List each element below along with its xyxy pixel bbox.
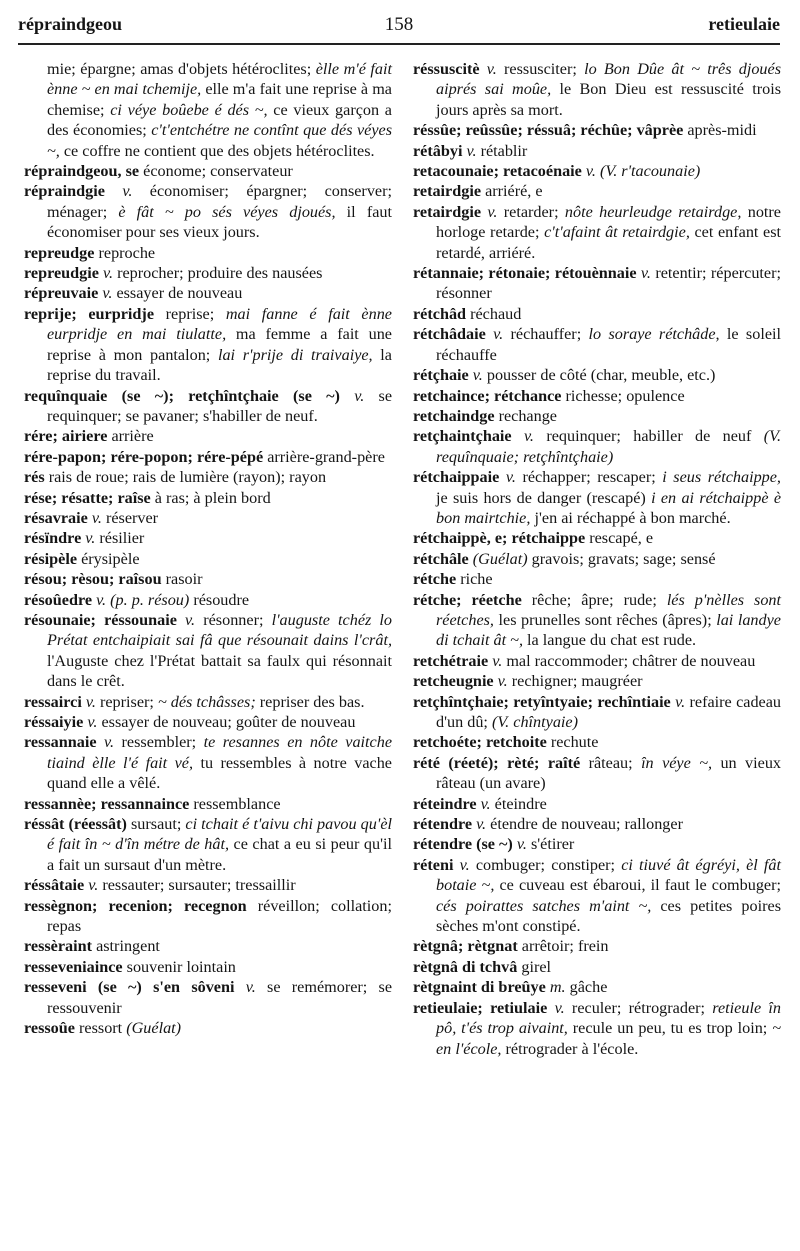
headword: rétannaie; rétonaie; rétouènnaie <box>413 264 637 283</box>
definition-text: arriéré, e <box>481 182 543 201</box>
dictionary-entry <box>413 528 781 548</box>
headword: résipèle <box>24 549 78 568</box>
dictionary-entry-continuation <box>24 59 392 161</box>
dictionary-entry <box>24 181 392 242</box>
headword: rétche; réetche <box>413 590 522 609</box>
headword: rére; airiere <box>24 427 108 446</box>
grammar-label: v. <box>636 264 651 283</box>
definition-text: rais de roue; rais de lumière (rayon); rayon <box>44 468 327 487</box>
dictionary-entry <box>413 794 781 814</box>
definition-text: résonner; <box>195 610 272 629</box>
dictionary-entry <box>413 855 781 937</box>
definition-text: reproche <box>94 243 156 262</box>
headword: ressannèe; ressannaince <box>24 794 190 813</box>
definition-text: ce cuveau est ébaroui, il faut le combuger; <box>494 876 782 895</box>
grammar-label: v. <box>81 692 96 711</box>
page-header <box>18 14 780 44</box>
definition-text: ce vieux garçon a des économies; <box>47 100 392 140</box>
definition-text: la langue du chat est rude. <box>523 631 697 650</box>
headword: retçhîntçhaie; retyîntyaie; rechîntiaie <box>413 692 671 711</box>
headword: rètgnaint di breûye <box>413 978 546 997</box>
dictionary-entry <box>413 692 781 733</box>
definition-text: elle m'a fait une reprise à ma chemise; <box>47 80 392 119</box>
headword: rétendre <box>413 815 473 834</box>
definition-text: rechange <box>494 406 557 425</box>
dictionary-entry <box>413 549 781 569</box>
definition-text: à ras; à plein bord <box>150 488 271 507</box>
dictionary-entry <box>24 488 392 508</box>
dictionary-entry <box>413 651 781 671</box>
definition-text: ressusciter; <box>496 60 585 78</box>
dictionary-entry <box>24 263 392 283</box>
definition-text: ce coffre ne contient que des objets hétéroclites. <box>59 141 375 160</box>
dictionary-entry <box>413 263 781 304</box>
definition-text: économe; conservateur <box>139 162 293 181</box>
grammar-label: v. <box>511 427 534 446</box>
headword: résïndre <box>24 529 82 548</box>
dictionary-entry <box>24 528 392 548</box>
definition-text: après-midi <box>683 121 757 140</box>
grammar-label: v. <box>485 325 504 344</box>
definition-text: réchapper; rescaper; <box>515 468 663 487</box>
dictionary-entry <box>413 406 781 426</box>
headword: réteni <box>413 855 454 874</box>
definition-text: le Bon Dieu est ressuscité trois jours après sa mort. <box>436 80 782 119</box>
definition-text: repriser des bas. <box>255 692 365 711</box>
example-text: (V. requînquaie; retçhîntçhaie) <box>436 427 781 466</box>
headword: ressoûe <box>24 1019 75 1038</box>
page-number: 158 <box>384 14 414 35</box>
grammar-label: v. <box>234 978 256 997</box>
example-text: è fât ~ po sés véyes djoués, <box>118 202 336 221</box>
definition-text: reprocher; produire des nausées <box>113 264 323 283</box>
definition-text: rechute <box>546 733 599 752</box>
definition-text: le soleil réchauffe <box>436 325 782 364</box>
dictionary-entry <box>413 386 781 406</box>
headword: resseveniaince <box>24 957 123 976</box>
headword: rétchâdaie <box>413 325 486 344</box>
grammar-label: v. <box>81 529 96 548</box>
definition-text: combuger; constiper; <box>469 855 622 874</box>
dictionary-entry <box>24 977 392 1018</box>
example-text: (Guélat) <box>126 1019 182 1038</box>
definition-text: réchauffer; <box>503 325 589 344</box>
definition-text: reprise; <box>154 304 226 323</box>
dictionary-entry <box>24 794 392 814</box>
example-text: lés p'nèlles sont réetches, <box>436 590 782 629</box>
grammar-label: m. <box>545 978 566 997</box>
headword: ressègnon; recenion; recegnon <box>24 896 247 915</box>
headword: répraindgie <box>24 182 105 201</box>
definition-text: un vieux râteau (un avare) <box>436 753 782 793</box>
headword: rétche <box>413 570 457 589</box>
example-text: (Guélat) <box>468 549 528 568</box>
right-column <box>413 59 781 1059</box>
definition-text: retarder; <box>497 202 565 221</box>
grammar-label: v. <box>83 713 98 731</box>
definition-text: gravois; gravats; sage; sensé <box>527 549 716 568</box>
dictionary-entry <box>24 875 392 895</box>
dictionary-entry <box>24 610 392 692</box>
dictionary-entry <box>24 386 392 427</box>
headword: retchétraie <box>413 651 489 670</box>
definition-text: pousser de côté (char, meuble, etc.) <box>482 366 716 385</box>
running-head-right: retieulaie <box>708 14 780 34</box>
definition-text: l'Auguste chez l'Prétat battait sa faulx qui résonnait dans le crêt. <box>47 651 392 691</box>
grammar-label: v. (V. r'tacounaie) <box>581 162 701 181</box>
dictionary-entry <box>413 467 781 528</box>
definition-text: mal raccommoder; châtrer de nouveau <box>502 651 756 670</box>
dictionary-entry <box>24 732 392 793</box>
definition-text: ressembler; <box>114 733 204 752</box>
definition-text: rétablir <box>476 141 528 160</box>
dictionary-entry <box>24 243 392 263</box>
example-text: i en ai rétchaippè è bon mairtchie, <box>436 488 782 527</box>
definition-text: réserver <box>101 508 159 527</box>
definition-text: recule un peu, tu es trop loin; <box>567 1019 773 1038</box>
dictionary-entry <box>24 569 392 589</box>
definition-text: ces petites poires sèches m'ont constipé. <box>436 896 781 936</box>
definition-text: cet enfant est retardé, arriéré. <box>436 223 781 262</box>
headword: retchoéte; retchoite <box>413 733 547 752</box>
dictionary-entry <box>413 957 781 977</box>
headword: retçhaintçhaie <box>413 427 512 446</box>
headword: retacounaie; retacoénaie <box>413 162 582 181</box>
headword: rètgnâ; rètgnat <box>413 937 518 956</box>
example-text: lo soraye rétchâde, <box>588 325 720 344</box>
grammar-label: v. <box>547 998 565 1017</box>
definition-text: les prunelles sont rêches (âpres); <box>493 610 717 629</box>
dictionary-entry <box>24 304 392 386</box>
grammar-label: v. <box>96 733 115 752</box>
definition-text: se requinquer; se pavaner; s'habiller de neuf. <box>47 386 392 425</box>
definition-text: il faut économiser pour ses vieux jours. <box>47 202 392 242</box>
dictionary-entry <box>413 590 781 651</box>
dictionary-entry <box>413 936 781 956</box>
example-text: l'auguste tchéz lo Prétat entchaipiait sai fâ que résounait dains l'crât, <box>47 610 393 650</box>
definition-text: retentir; répercuter; résonner <box>436 264 782 303</box>
headword: rére-papon; rére-popon; rére-pépé <box>24 447 264 466</box>
dictionary-entry <box>24 957 392 977</box>
headword: retchaince; rétchance <box>413 386 562 405</box>
dictionary-entry <box>413 324 781 365</box>
headword: réteindre <box>413 794 477 813</box>
grammar-label: v. <box>87 508 102 527</box>
headword: reprije; eurpridje <box>24 304 155 323</box>
headword: réssaiyie <box>24 713 84 731</box>
grammar-label: v. <box>98 264 114 283</box>
definition-text: richesse; opulence <box>561 386 685 405</box>
example-text: c't'entchétre ne contînt que dés véyes ~, <box>47 121 392 160</box>
headword: retchaindge <box>413 406 495 425</box>
definition-text: refaire cadeau d'un dû; <box>436 692 781 731</box>
definition-text: sursaut; <box>126 815 186 834</box>
headword: requînquaie (se ~); retçhîntçhaie (se ~) <box>24 386 340 405</box>
example-text: lai landye di tchait ât ~, <box>436 610 781 650</box>
example-text: ci tiuvé ât égréyi, èl fât botaie ~, <box>436 855 782 895</box>
dictionary-entry <box>413 977 781 997</box>
dictionary-entry <box>413 141 781 161</box>
headword: resseveni (se ~) s'en sôveni <box>24 978 235 997</box>
dictionary-entry <box>413 732 781 752</box>
headword: repreudgie <box>24 264 99 283</box>
headword: résavraie <box>24 508 88 527</box>
dictionary-entry <box>24 426 392 446</box>
dictionary-entry <box>413 181 781 201</box>
dictionary-entry <box>413 161 781 181</box>
grammar-label: v. <box>488 651 503 670</box>
headword: rétçhaie <box>413 366 469 385</box>
example-text: în véye ~, <box>641 753 713 772</box>
dictionary-entry <box>24 447 392 467</box>
headword: retcheugnie <box>413 672 494 691</box>
definition-text: économiser; épargner; conserver; ménager; <box>47 182 392 221</box>
left-column <box>24 59 392 1039</box>
grammar-label: v. <box>479 60 497 78</box>
definition-text: tu ressembles à notre vache quand elle a vêlé. <box>47 753 392 793</box>
definition-text: gâche <box>565 978 608 997</box>
definition-text: râteau; <box>580 753 642 772</box>
example-text: ci véye boûebe é dés ~, <box>110 100 268 119</box>
definition-text: ressauter; sursauter; tressaillir <box>98 876 296 895</box>
definition-text: rasoir <box>161 570 203 589</box>
definition-text: rechigner; maugréer <box>507 672 643 691</box>
grammar-label: v. <box>472 815 487 834</box>
example-text: lo Bon Dûe ât ~ três djoués aiprés sai moûe, <box>436 60 782 99</box>
dictionary-entry <box>24 692 392 712</box>
grammar-label: v. <box>493 672 508 691</box>
example-text: mai fanne é fait ènne eurpridje en mai tiulatte, <box>47 304 392 344</box>
example-text: te resannes en nôte vaitche tiaind èlle l'é fait vé, <box>47 733 393 772</box>
dictionary-entry <box>413 814 781 834</box>
grammar-label: v. <box>453 855 470 874</box>
example-text: nôte heurleudge retairdge, <box>564 202 742 221</box>
dictionary-entry <box>413 202 781 263</box>
definition-text: riche <box>456 570 493 589</box>
definition-text: souvenir lointain <box>122 957 236 976</box>
headword: ressannaie <box>24 733 97 752</box>
grammar-label: v. <box>512 835 527 854</box>
headword: rétâbyi <box>413 141 463 160</box>
grammar-label: v. <box>339 386 365 405</box>
headword: retieulaie; retiulaie <box>413 998 548 1017</box>
example-text: retieule în pô, t'és trop aivaint, <box>436 998 782 1038</box>
definition-text: requinquer; habiller de neuf <box>533 427 764 446</box>
definition-text: essayer de nouveau; goûter de nouveau <box>97 713 356 731</box>
definition-text: rétrograder à l'école. <box>501 1039 639 1058</box>
running-head-left: répraindgeou <box>18 14 123 34</box>
definition-text: ce chat a eu si peur qu'il a fait un sursaut d'un mètre. <box>47 835 392 874</box>
headword: rése; résatte; raîse <box>24 488 151 507</box>
headword: rétchâd <box>413 304 467 323</box>
definition-text: mie; épargne; amas d'objets hétéroclites; <box>47 60 316 78</box>
dictionary-entry <box>413 120 781 140</box>
example-text: èlle m'é fait ènne ~ en mai tchemije, <box>47 60 392 99</box>
headword: rétchaippè, e; rétchaippe <box>413 529 586 548</box>
headword: rétendre (se ~) <box>413 835 513 854</box>
headword: réssâtaie <box>24 876 85 895</box>
grammar-label: v. <box>104 182 133 201</box>
definition-text: la reprise du travail. <box>47 345 392 385</box>
definition-text: ma femme a fait une reprise à mon pantalon; <box>47 325 392 364</box>
example-text: ~ dés tchâsses; <box>157 692 256 711</box>
example-text: ci tchait é t'aivu chi pavou qu'èl é fait în ~ d'în métre de hât, <box>47 815 393 854</box>
definition-text: j'en ai réchappé à bon marché. <box>530 508 731 527</box>
dictionary-entry <box>24 508 392 528</box>
headword: résou; rèsou; raîsou <box>24 570 162 589</box>
definition-text: résoudre <box>189 590 250 609</box>
definition-text: rêche; âpre; rude; <box>521 590 667 609</box>
dictionary-entry <box>413 59 781 120</box>
dictionary-entry <box>24 712 392 732</box>
grammar-label: v. <box>476 794 491 813</box>
example-text: ~ en l'école, <box>436 1019 781 1058</box>
dictionary-entry <box>24 936 392 956</box>
dictionary-entry <box>24 467 392 487</box>
dictionary-entry <box>24 590 392 610</box>
definition-text: se remémorer; se ressouvenir <box>47 978 393 1017</box>
grammar-label: v. <box>84 876 99 895</box>
dictionary-entry <box>413 834 781 854</box>
grammar-label: v. (p. p. résou) <box>92 590 190 609</box>
definition-text: étendre de nouveau; rallonger <box>486 815 683 834</box>
headword: résoûedre <box>24 590 93 609</box>
dictionary-entry <box>24 161 392 181</box>
grammar-label: v. <box>176 610 196 629</box>
example-text: i seus rétchaippe, <box>662 468 781 487</box>
dictionary-entry <box>24 814 392 875</box>
example-text: cés poirattes satches m'aint ~, <box>436 896 652 915</box>
dictionary-entry <box>413 671 781 691</box>
definition-text: repriser; <box>95 692 158 711</box>
headword: répraindgeou, se <box>24 162 140 181</box>
example-text: (V. chîntyaie) <box>491 713 578 731</box>
dictionary-entry <box>413 569 781 589</box>
definition-text: rescapé, e <box>585 529 654 548</box>
definition-text: je suis hors de danger (rescapé) <box>436 488 652 507</box>
dictionary-entry <box>24 283 392 303</box>
dictionary-entry <box>24 549 392 569</box>
headword: retairdgie <box>413 202 482 221</box>
headword: rés <box>24 468 45 487</box>
definition-text: arrêtoir; frein <box>517 937 609 956</box>
headword: rètgnâ di tchvâ <box>413 957 518 976</box>
definition-text: essayer de nouveau <box>112 284 243 303</box>
definition-text: ressort <box>74 1019 127 1038</box>
definition-text: érysipèle <box>77 549 140 568</box>
definition-text: arrière-grand-père <box>263 447 385 466</box>
grammar-label: v. <box>468 366 483 385</box>
dictionary-entry <box>24 896 392 937</box>
dictionary-entry <box>24 1018 392 1038</box>
headword: rétchaippaie <box>413 468 500 487</box>
definition-text: s'étirer <box>526 835 575 854</box>
headword: ressèraint <box>24 937 93 956</box>
grammar-label: v. <box>499 468 516 487</box>
definition-text: réveillon; collation; repas <box>47 896 392 936</box>
definition-text: astringent <box>92 937 160 956</box>
definition-text: reculer; rétrograder; <box>564 998 713 1017</box>
grammar-label: v. <box>670 692 686 711</box>
definition-text: résilier <box>95 529 145 548</box>
example-text: c't'afaint ât retairdgie, <box>544 223 690 242</box>
headword: repreudge <box>24 243 95 262</box>
example-text: lai r'prije di traivaiye, <box>217 345 373 364</box>
headword: réssûe; reûssûe; réssuâ; réchûe; vâprèe <box>413 121 684 140</box>
headword: retairdgie <box>413 182 482 201</box>
definition-text: girel <box>517 957 552 976</box>
grammar-label: v. <box>98 284 113 303</box>
definition-text: arrière <box>107 427 154 446</box>
headword: rété (réeté); rèté; raîté <box>413 753 581 772</box>
definition-text: éteindre <box>490 794 547 813</box>
headword: rétchâle <box>413 549 469 568</box>
dictionary-entry <box>413 426 781 467</box>
headword: répreuvaie <box>24 284 99 303</box>
dictionary-entry <box>413 365 781 385</box>
grammar-label: v. <box>481 202 498 221</box>
definition-text: ressemblance <box>189 794 281 813</box>
grammar-label: v. <box>462 141 477 160</box>
dictionary-entry <box>413 998 781 1059</box>
dictionary-entry <box>413 304 781 324</box>
headword: résounaie; réssounaie <box>24 610 177 629</box>
definition-text: réchaud <box>466 304 522 323</box>
header-rule <box>18 43 780 45</box>
headword: ressairci <box>24 692 82 711</box>
headword: réssuscitè <box>413 60 480 78</box>
definition-text: notre horloge retarde; <box>436 202 781 242</box>
headword: réssât (réessât) <box>24 815 127 834</box>
dictionary-entry <box>413 753 781 794</box>
